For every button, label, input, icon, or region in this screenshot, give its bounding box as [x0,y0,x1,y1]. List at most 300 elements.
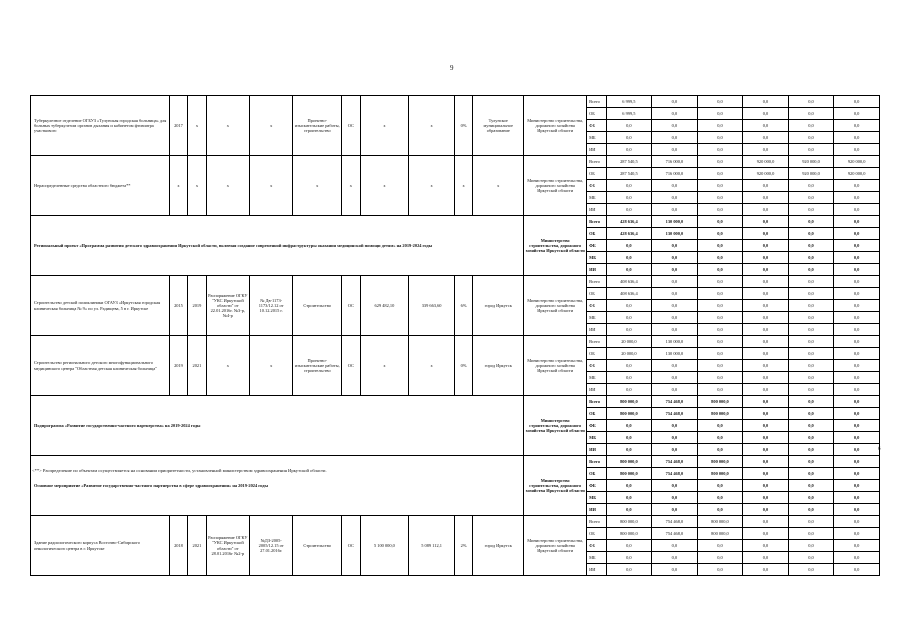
amount-cell: 0,0 [834,336,880,348]
amount-cell: 0,0 [652,192,698,204]
amount-cell: 0,0 [697,96,743,108]
customer-cell: Министерство строительства, дорожного хозяйства Иркутской области [524,336,587,396]
amount-cell: 0,0 [697,348,743,360]
amount-cell: 800 000,0 [606,468,652,480]
amount-cell: 287 540,5 [606,156,652,168]
funding-source-cell: МБ [587,192,607,204]
remaining-cost-cell: х [409,156,455,216]
amount-cell: 0,0 [834,276,880,288]
psd-approval-cell: Распоряжение ОГКУ "УКС Иркутской области" от 28.01.2016г №2-р [206,516,249,576]
remaining-cost-cell: х [409,336,455,396]
amount-cell: 0,0 [697,564,743,576]
ownership-cell: ОС [342,516,360,576]
estimated-cost-cell: х [360,336,409,396]
object-name-cell: Здание радиологического корпуса Восточно-Сибирского онкологического центра в г. Иркутске [31,516,170,576]
amount-cell: 754 468,0 [652,408,698,420]
amount-cell: 0,0 [743,108,789,120]
funding-source-cell: ИИ [587,444,607,456]
funding-source-cell: МБ [587,432,607,444]
start-year-cell: 2015 [169,276,187,336]
amount-cell: 0,0 [788,192,834,204]
amount-cell: 800 000,0 [606,516,652,528]
end-year-cell: 2019 [188,276,206,336]
amount-cell: 0,0 [788,312,834,324]
amount-cell: 0,0 [697,552,743,564]
funding-source-cell: МБ [587,552,607,564]
amount-cell: 0,0 [652,204,698,216]
amount-cell: 0,0 [788,504,834,516]
amount-cell: 0,0 [652,252,698,264]
amount-cell: 0,0 [606,132,652,144]
table-row [31,456,880,468]
amount-cell: 0,0 [834,396,880,408]
amount-cell: 0,0 [788,324,834,336]
amount-cell: 0,0 [652,180,698,192]
customer-cell: Министерство строительства, дорожного хозяйства Иркутской области [524,156,587,216]
amount-cell: 0,0 [834,504,880,516]
amount-cell: 0,0 [743,336,789,348]
amount-cell: 0,0 [834,516,880,528]
footnote: <**> Распределение по объектам осуществляется на основании приоритетности, установленной министерством здравоохранения Иркутской области. [32,468,327,473]
amount-cell: 0,0 [834,360,880,372]
readiness-cell: 6% [454,276,472,336]
amount-cell: 0,0 [606,324,652,336]
amount-cell: 0,0 [834,120,880,132]
location-cell: город Иркутск [473,336,524,396]
amount-cell: 0,0 [788,432,834,444]
amount-cell: 0,0 [788,408,834,420]
amount-cell: 800 000,0 [606,456,652,468]
amount-cell: 754 468,0 [652,516,698,528]
psd-approval-cell: х [206,156,249,216]
amount-cell: 800 000,0 [606,528,652,540]
amount-cell: 0,0 [697,216,743,228]
funding-source-cell: ИИ [587,144,607,156]
amount-cell: 0,0 [743,420,789,432]
work-type-cell: Проектно-изыскательские работы, строительство [293,96,342,156]
amount-cell: 0,0 [834,240,880,252]
program-title-cell: Региональный проект «Программа развития детского здравоохранения Иркутской области, включая создание современной инфраструктуры оказания медицинской помощи детям» на 2019-2024 годы [31,216,524,276]
amount-cell: 0,0 [697,324,743,336]
amount-cell: 0,0 [743,468,789,480]
customer-cell: Министерство строительства, дорожного хозяйства Иркутской области [524,96,587,156]
amount-cell: 0,0 [697,300,743,312]
amount-cell: 20 000,0 [606,336,652,348]
funding-source-cell: Всего [587,396,607,408]
funding-source-cell: Всего [587,516,607,528]
amount-cell: 0,0 [606,144,652,156]
amount-cell: 6 999,5 [606,96,652,108]
amount-cell: 0,0 [697,372,743,384]
program-title-cell: Основное мероприятие «Развитие государственно-частного партнерства в сфере здравоохранения» на 2019-2024 годы [31,456,524,516]
amount-cell: 408 636,4 [606,276,652,288]
amount-cell: 0,0 [652,564,698,576]
ownership-cell: х [342,156,360,216]
estimated-cost-cell: 629 482,10 [360,276,409,336]
amount-cell: 6 999,5 [606,108,652,120]
amount-cell: 0,0 [652,480,698,492]
amount-cell: 0,0 [652,372,698,384]
amount-cell: 0,0 [743,372,789,384]
amount-cell: 0,0 [834,372,880,384]
amount-cell: 0,0 [788,396,834,408]
funding-source-cell: ФБ [587,180,607,192]
funding-source-cell: ФБ [587,300,607,312]
amount-cell: 0,0 [652,324,698,336]
amount-cell: 0,0 [652,540,698,552]
amount-cell: 0,0 [834,144,880,156]
amount-cell: 0,0 [652,132,698,144]
amount-cell: 0,0 [788,336,834,348]
start-year-cell: х [169,156,187,216]
funding-source-cell: Всего [587,276,607,288]
amount-cell: 130 000,0 [652,216,698,228]
funding-source-cell: Всего [587,336,607,348]
funding-source-cell: ИИ [587,324,607,336]
amount-cell: 130 000,0 [652,348,698,360]
remaining-cost-cell: 5 089 112,1 [409,516,455,576]
amount-cell: 800 000,0 [697,516,743,528]
funding-source-cell: ОБ [587,408,607,420]
amount-cell: 0,0 [788,564,834,576]
amount-cell: 0,0 [743,564,789,576]
funding-source-cell: ОБ [587,348,607,360]
amount-cell: 0,0 [697,420,743,432]
amount-cell: 0,0 [743,552,789,564]
expertise-cell: №ДЗ-2005-2005/12.15 от 27.01.2016г. [249,516,292,576]
funding-source-cell: МБ [587,312,607,324]
location-cell: х [473,156,524,216]
funding-source-cell: ИИ [587,264,607,276]
amount-cell: 0,0 [834,348,880,360]
amount-cell: 0,0 [834,216,880,228]
amount-cell: 0,0 [697,252,743,264]
amount-cell: 0,0 [697,192,743,204]
amount-cell: 0,0 [743,396,789,408]
remaining-cost-cell: х [409,96,455,156]
amount-cell: 0,0 [834,456,880,468]
amount-cell: 800 000,0 [606,408,652,420]
psd-approval-cell: Распоряжение ОГКУ "УКС Иркутской области" от 22.01.2016г. №3-р, №4-р [206,276,249,336]
amount-cell: 0,0 [606,204,652,216]
amount-cell: 0,0 [697,240,743,252]
amount-cell: 0,0 [834,312,880,324]
amount-cell: 130 000,0 [652,336,698,348]
amount-cell: 0,0 [606,120,652,132]
amount-cell: 0,0 [743,120,789,132]
amount-cell: 800 000,0 [697,528,743,540]
amount-cell: 0,0 [652,240,698,252]
amount-cell: 800 000,0 [697,408,743,420]
amount-cell: 0,0 [606,192,652,204]
funding-source-cell: Всего [587,216,607,228]
amount-cell: 0,0 [834,420,880,432]
remaining-cost-cell: 339 663,60 [409,276,455,336]
amount-cell: 0,0 [788,264,834,276]
work-type-cell: Строительство [293,276,342,336]
amount-cell: 0,0 [788,300,834,312]
amount-cell: 0,0 [652,144,698,156]
table-row [31,336,880,348]
amount-cell: 754 468,0 [652,396,698,408]
amount-cell: 0,0 [834,264,880,276]
amount-cell: 0,0 [652,492,698,504]
amount-cell: 0,0 [652,312,698,324]
estimated-cost-cell: 5 100 000,0 [360,516,409,576]
amount-cell: 920 000,0 [834,156,880,168]
customer-cell: Министерство строительства, дорожного хозяйства Иркутской области [524,516,587,576]
amount-cell: 0,0 [743,516,789,528]
amount-cell: 0,0 [834,252,880,264]
ownership-cell: ОС [342,96,360,156]
amount-cell: 0,0 [743,144,789,156]
customer-cell: Министерство строительства, дорожного хозяйства Иркутской области [524,216,587,276]
readiness-cell: 2% [454,516,472,576]
amount-cell: 0,0 [697,228,743,240]
amount-cell: 0,0 [606,240,652,252]
psd-approval-cell: х [206,96,249,156]
amount-cell: 0,0 [834,540,880,552]
amount-cell: 0,0 [606,540,652,552]
amount-cell: 0,0 [606,492,652,504]
amount-cell: 0,0 [788,372,834,384]
amount-cell: 0,0 [697,144,743,156]
amount-cell: 0,0 [834,228,880,240]
amount-cell: 0,0 [788,492,834,504]
start-year-cell: 2018 [169,516,187,576]
amount-cell: 0,0 [652,96,698,108]
amount-cell: 0,0 [788,540,834,552]
amount-cell: 0,0 [606,444,652,456]
amount-cell: 0,0 [697,360,743,372]
amount-cell: 0,0 [834,432,880,444]
amount-cell: 0,0 [697,492,743,504]
amount-cell: 0,0 [652,120,698,132]
amount-cell: 0,0 [697,540,743,552]
amount-cell: 0,0 [743,324,789,336]
amount-cell: 0,0 [697,504,743,516]
amount-cell: 0,0 [743,432,789,444]
funding-source-cell: ИИ [587,564,607,576]
amount-cell: 0,0 [697,132,743,144]
amount-cell: 0,0 [743,132,789,144]
funding-source-cell: ИИ [587,204,607,216]
amount-cell: 0,0 [743,360,789,372]
end-year-cell: 2021 [188,516,206,576]
end-year-cell: х [188,156,206,216]
amount-cell: 0,0 [834,564,880,576]
investment-table [30,95,880,576]
amount-cell: 920 000,0 [788,156,834,168]
amount-cell: 0,0 [697,264,743,276]
ownership-cell: ОС [342,276,360,336]
amount-cell: 0,0 [788,228,834,240]
funding-source-cell: ОБ [587,168,607,180]
amount-cell: 0,0 [834,204,880,216]
amount-cell: 0,0 [697,156,743,168]
amount-cell: 0,0 [652,300,698,312]
amount-cell: 754 468,0 [652,528,698,540]
funding-source-cell: ФБ [587,480,607,492]
object-name-cell: Строительство регионального детского многофункционального медицинского центра "Областная детская клиническая больница" [31,336,170,396]
amount-cell: 0,0 [606,360,652,372]
readiness-cell: х [454,156,472,216]
amount-cell: 920 000,0 [788,168,834,180]
amount-cell: 0,0 [652,552,698,564]
psd-approval-cell: х [206,336,249,396]
ownership-cell: ОС [342,336,360,396]
amount-cell: 0,0 [652,360,698,372]
amount-cell: 0,0 [743,288,789,300]
amount-cell: 0,0 [606,180,652,192]
amount-cell: 0,0 [743,480,789,492]
amount-cell: 0,0 [652,444,698,456]
amount-cell: 0,0 [788,252,834,264]
amount-cell: 0,0 [834,492,880,504]
amount-cell: 0,0 [697,288,743,300]
amount-cell: 0,0 [788,288,834,300]
amount-cell: 0,0 [834,96,880,108]
amount-cell: 0,0 [743,228,789,240]
readiness-cell: 0% [454,96,472,156]
amount-cell: 0,0 [743,192,789,204]
amount-cell: 920 000,0 [743,168,789,180]
funding-source-cell: МБ [587,372,607,384]
amount-cell: 0,0 [834,468,880,480]
amount-cell: 287 540,5 [606,168,652,180]
amount-cell: 0,0 [652,276,698,288]
funding-source-cell: ОБ [587,468,607,480]
customer-cell: Министерство строительства, дорожного хозяйства Иркутской области [524,396,587,456]
amount-cell: 0,0 [606,384,652,396]
amount-cell: 0,0 [606,564,652,576]
funding-source-cell: ИИ [587,504,607,516]
amount-cell: 754 468,0 [652,468,698,480]
end-year-cell: х [188,96,206,156]
estimated-cost-cell: х [360,96,409,156]
customer-cell: Министерство строительства, дорожного хозяйства Иркутской области [524,456,587,516]
amount-cell: 130 000,0 [652,228,698,240]
amount-cell: 716 000,0 [652,156,698,168]
amount-cell: 0,0 [788,132,834,144]
amount-cell: 0,0 [743,492,789,504]
amount-cell: 408 636,4 [606,288,652,300]
amount-cell: 0,0 [788,276,834,288]
funding-source-cell: ОБ [587,108,607,120]
amount-cell: 800 000,0 [697,456,743,468]
amount-cell: 0,0 [834,324,880,336]
work-type-cell: Проектно-изыскательские работы, строительство [293,336,342,396]
amount-cell: 0,0 [743,300,789,312]
amount-cell: 0,0 [788,420,834,432]
amount-cell: 0,0 [834,528,880,540]
amount-cell: 0,0 [606,552,652,564]
estimated-cost-cell: х [360,156,409,216]
funding-source-cell: Всего [587,156,607,168]
amount-cell: 0,0 [788,444,834,456]
funding-source-cell: ФБ [587,360,607,372]
amount-cell: 0,0 [743,348,789,360]
table-body [31,96,880,576]
funding-source-cell: ОБ [587,528,607,540]
amount-cell: 0,0 [743,180,789,192]
amount-cell: 754 468,0 [652,456,698,468]
table-row [31,156,880,168]
edge-mark: 6 [878,447,881,452]
funding-source-cell: ФБ [587,240,607,252]
amount-cell: 0,0 [743,384,789,396]
amount-cell: 920 000,0 [834,168,880,180]
amount-cell: 0,0 [606,372,652,384]
amount-cell: 0,0 [834,300,880,312]
amount-cell: 0,0 [743,504,789,516]
amount-cell: 0,0 [788,120,834,132]
amount-cell: 0,0 [743,408,789,420]
funding-source-cell: ФБ [587,420,607,432]
amount-cell: 0,0 [788,528,834,540]
amount-cell: 0,0 [606,252,652,264]
amount-cell: 0,0 [743,540,789,552]
table-row [31,516,880,528]
page-number: 9 [450,64,454,72]
amount-cell: 0,0 [606,420,652,432]
amount-cell: 0,0 [788,96,834,108]
amount-cell: 0,0 [697,120,743,132]
funding-source-cell: ИИ [587,384,607,396]
amount-cell: 0,0 [743,216,789,228]
amount-cell: 0,0 [652,264,698,276]
amount-cell: 0,0 [743,264,789,276]
amount-cell: 0,0 [743,444,789,456]
amount-cell: 0,0 [834,132,880,144]
object-name-cell: Туберкулезное отделение ОГБУЗ «Тулунская городская больница» для больных туберкулезом органов дыхания и кабинетом фтизиатра участкового [31,96,170,156]
expertise-cell: х [249,156,292,216]
amount-cell: 0,0 [834,480,880,492]
amount-cell: 20 000,0 [606,348,652,360]
amount-cell: 0,0 [834,288,880,300]
amount-cell: 0,0 [788,360,834,372]
amount-cell: 0,0 [606,264,652,276]
amount-cell: 0,0 [606,432,652,444]
amount-cell: 0,0 [743,252,789,264]
object-name-cell: Нераспределенные средства областного бюджета** [31,156,170,216]
amount-cell: 0,0 [788,180,834,192]
location-cell: город Иркутск [473,516,524,576]
amount-cell: 716 000,0 [652,168,698,180]
amount-cell: 0,0 [788,456,834,468]
table-row [31,216,880,228]
amount-cell: 0,0 [788,240,834,252]
funding-source-cell: Всего [587,96,607,108]
amount-cell: 0,0 [788,552,834,564]
amount-cell: 0,0 [834,192,880,204]
customer-cell: Министерство строительства, дорожного хозяйства Иркутской области [524,276,587,336]
amount-cell: 0,0 [697,312,743,324]
work-type-cell: х [293,156,342,216]
amount-cell: 0,0 [788,216,834,228]
amount-cell: 0,0 [834,180,880,192]
amount-cell: 0,0 [697,336,743,348]
amount-cell: 0,0 [606,312,652,324]
amount-cell: 920 000,0 [743,156,789,168]
amount-cell: 0,0 [743,528,789,540]
amount-cell: 0,0 [697,204,743,216]
expertise-cell: х [249,336,292,396]
amount-cell: 0,0 [606,504,652,516]
funding-source-cell: МБ [587,492,607,504]
amount-cell: 0,0 [697,180,743,192]
amount-cell: 0,0 [652,108,698,120]
